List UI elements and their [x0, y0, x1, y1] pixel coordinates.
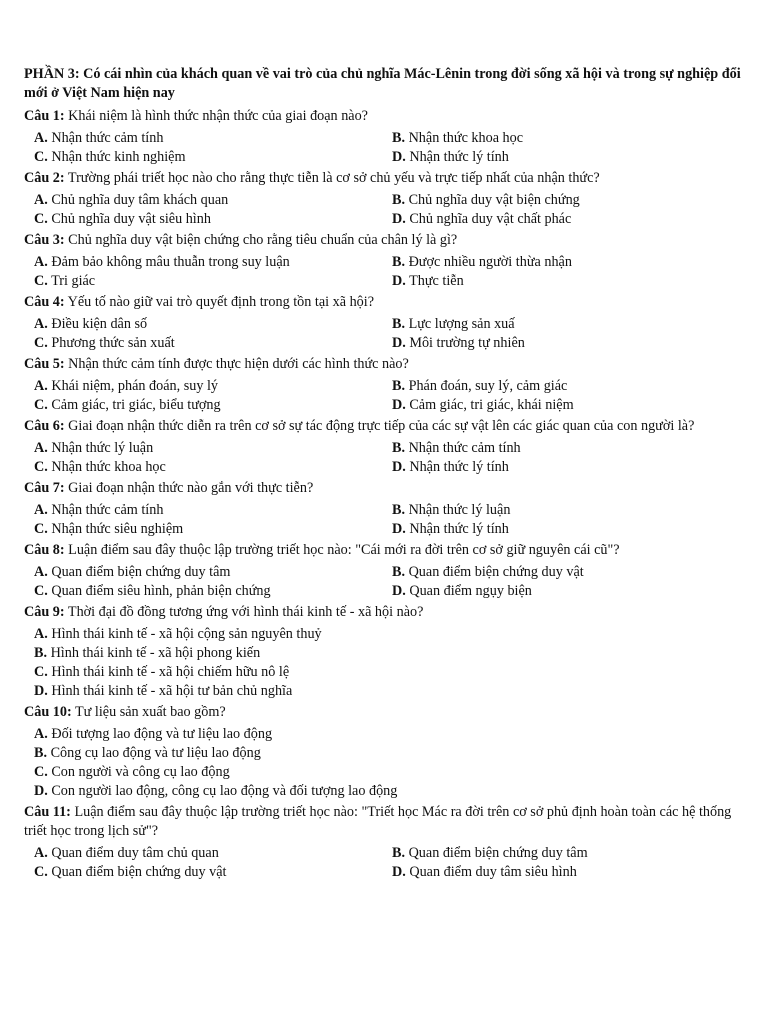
- answer-option: [34, 725, 744, 744]
- question-number: Câu 3:: [24, 232, 65, 248]
- question-prompt: Thời đại đồ đồng tương ứng với hình thái kinh tế - xã hội nào?: [67, 604, 424, 620]
- answer-options: [24, 501, 744, 539]
- option-label: B.: [392, 254, 406, 270]
- option-label: B.: [34, 745, 48, 761]
- option-text: Quan điểm biện chứng duy tâm: [51, 564, 231, 580]
- option-text: Nhận thức lý tính: [409, 521, 509, 537]
- option-text: Quan điểm duy tâm siêu hình: [409, 864, 577, 880]
- option-label: D.: [34, 683, 48, 699]
- answer-options: [24, 844, 744, 882]
- question-prompt: Khái niệm là hình thức nhận thức của giai đoạn nào?: [68, 108, 368, 124]
- option-text: Nhận thức kinh nghiệm: [51, 149, 186, 165]
- option-label: C.: [34, 211, 48, 227]
- option-text: Con người lao động, công cụ lao động và đối tượng lao động: [51, 783, 398, 799]
- option-text: Điều kiện dân số: [51, 316, 148, 332]
- option-text: Nhận thức cảm tính: [51, 130, 164, 146]
- option-text: Quan điểm siêu hình, phản biện chứng: [51, 583, 271, 599]
- question-text: [24, 703, 744, 722]
- question-number: Câu 2:: [24, 170, 65, 186]
- question-prompt: Yếu tố nào giữ vai trò quyết định trong tồn tại xã hội?: [67, 294, 374, 310]
- question-block: [24, 479, 744, 539]
- option-label: D.: [392, 864, 406, 880]
- answer-option: [392, 210, 744, 229]
- option-text: Hình thái kinh tế - xã hội chiếm hữu nô lệ: [51, 664, 290, 680]
- option-label: D.: [34, 783, 48, 799]
- question-block: [24, 703, 744, 801]
- option-label: B.: [392, 130, 406, 146]
- option-label: C.: [34, 397, 48, 413]
- answer-options: [24, 315, 744, 353]
- option-text: Nhận thức siêu nghiệm: [51, 521, 184, 537]
- option-text: Nhận thức lý luận: [408, 502, 511, 518]
- option-text: Môi trường tự nhiên: [409, 335, 525, 351]
- option-label: A.: [34, 440, 48, 456]
- answer-option: [392, 272, 744, 291]
- option-label: D.: [392, 521, 406, 537]
- option-label: C.: [34, 764, 48, 780]
- answer-options: [24, 253, 744, 291]
- answer-option: [34, 191, 392, 210]
- option-text: Quan điểm biện chứng duy vật: [51, 864, 227, 880]
- option-label: A.: [34, 626, 48, 642]
- question-number: Câu 9:: [24, 604, 65, 620]
- question-text: [24, 355, 744, 374]
- option-label: B.: [34, 645, 48, 661]
- answer-option: [392, 863, 744, 882]
- option-label: C.: [34, 459, 48, 475]
- option-text: Hình thái kinh tế - xã hội tư bản chủ nghĩa: [51, 683, 293, 699]
- answer-option: [392, 129, 744, 148]
- option-text: Lực lượng sản xuấ: [408, 316, 515, 332]
- option-text: Khái niệm, phán đoán, suy lý: [51, 378, 219, 394]
- option-label: A.: [34, 845, 48, 861]
- answer-option: [34, 439, 392, 458]
- option-label: B.: [392, 192, 406, 208]
- option-label: A.: [34, 378, 48, 394]
- answer-option: [34, 272, 392, 291]
- option-label: D.: [392, 459, 406, 475]
- question-block: [24, 107, 744, 167]
- question-text: [24, 417, 744, 436]
- option-text: Quan điểm ngụy biện: [409, 583, 532, 599]
- option-text: Nhận thức lý tính: [409, 149, 509, 165]
- question-block: [24, 231, 744, 291]
- option-label: A.: [34, 726, 48, 742]
- question-block: [24, 603, 744, 701]
- answer-option: [392, 582, 744, 601]
- answer-option: [34, 744, 744, 763]
- option-label: C.: [34, 335, 48, 351]
- answer-option: [34, 458, 392, 477]
- option-label: A.: [34, 254, 48, 270]
- answer-options: [24, 129, 744, 167]
- question-prompt: Tư liệu sản xuất bao gồm?: [75, 704, 226, 720]
- question-text: [24, 231, 744, 250]
- question-block: [24, 803, 744, 882]
- question-block: [24, 169, 744, 229]
- option-label: B.: [392, 316, 406, 332]
- answer-option: [34, 377, 392, 396]
- answer-option: [392, 501, 744, 520]
- option-label: D.: [392, 273, 406, 289]
- option-label: D.: [392, 335, 406, 351]
- option-label: B.: [392, 845, 406, 861]
- question-block: [24, 417, 744, 477]
- option-label: C.: [34, 149, 48, 165]
- question-block: [24, 355, 744, 415]
- question-number: Câu 1:: [24, 108, 65, 124]
- option-text: Nhận thức khoa học: [408, 130, 524, 146]
- answer-option: [392, 253, 744, 272]
- option-text: Hình thái kinh tế - xã hội phong kiến: [50, 645, 261, 661]
- answer-option: [34, 863, 392, 882]
- answer-option: [34, 644, 744, 663]
- answer-option: [34, 315, 392, 334]
- question-block: [24, 541, 744, 601]
- answer-option: [392, 563, 744, 582]
- option-text: Con người và công cụ lao động: [51, 764, 230, 780]
- answer-option: [34, 563, 392, 582]
- answer-option: [34, 625, 744, 644]
- answer-option: [392, 315, 744, 334]
- option-text: Nhận thức lý tính: [409, 459, 509, 475]
- answer-option: [34, 148, 392, 167]
- option-text: Cảm giác, tri giác, khái niệm: [409, 397, 574, 413]
- question-prompt: Trường phái triết học nào cho rằng thực tiễn là cơ sở chủ yếu và trực tiếp nhất của nhận thức?: [67, 170, 600, 186]
- option-label: D.: [392, 583, 406, 599]
- option-text: Chủ nghĩa duy vật siêu hình: [51, 211, 211, 227]
- answer-option: [392, 520, 744, 539]
- option-label: C.: [34, 273, 48, 289]
- option-label: C.: [34, 864, 48, 880]
- question-number: Câu 8:: [24, 542, 65, 558]
- answer-option: [392, 377, 744, 396]
- option-label: A.: [34, 564, 48, 580]
- question-block: [24, 293, 744, 353]
- answer-option: [34, 253, 392, 272]
- question-prompt: Giai đoạn nhận thức nào gắn với thực tiễn?: [68, 480, 314, 496]
- option-label: B.: [392, 564, 406, 580]
- question-text: [24, 803, 744, 841]
- option-label: D.: [392, 211, 406, 227]
- option-label: B.: [392, 502, 406, 518]
- option-text: Nhận thức cảm tính: [51, 502, 164, 518]
- answer-option: [34, 663, 744, 682]
- option-label: A.: [34, 316, 48, 332]
- question-number: Câu 10:: [24, 704, 72, 720]
- option-text: Công cụ lao động và tư liệu lao động: [50, 745, 261, 761]
- answer-options: [24, 377, 744, 415]
- option-label: A.: [34, 130, 48, 146]
- question-number: Câu 11:: [24, 804, 71, 820]
- answer-option: [392, 844, 744, 863]
- answer-option: [34, 210, 392, 229]
- option-label: C.: [34, 583, 48, 599]
- question-number: Câu 4:: [24, 294, 65, 310]
- option-text: Quan điểm biện chứng duy tâm: [408, 845, 588, 861]
- question-number: Câu 6:: [24, 418, 65, 434]
- answer-options: [24, 191, 744, 229]
- section-title: PHẦN 3: Có cái nhìn của khách quan về vai trò của chủ nghĩa Mác-Lênin trong đời sống xã hội và trong sự nghiệp đổi mới ở Việt Nam hiện nay: [24, 66, 741, 101]
- question-prompt: Luận điểm sau đây thuộc lập trường triết học nào: "Cái mới ra đời trên cơ sở giữ nguyên cái cũ"?: [68, 542, 620, 558]
- question-list: [24, 107, 744, 882]
- question-text: [24, 293, 744, 312]
- option-label: C.: [34, 664, 48, 680]
- option-label: B.: [392, 378, 406, 394]
- answer-option: [34, 763, 744, 782]
- answer-option: [34, 520, 392, 539]
- option-text: Nhận thức khoa học: [51, 459, 166, 475]
- answer-options: [24, 725, 744, 801]
- question-text: [24, 107, 744, 126]
- option-text: Thực tiễn: [409, 273, 464, 289]
- option-text: Phương thức sản xuất: [51, 335, 175, 351]
- answer-option: [392, 334, 744, 353]
- option-text: Nhận thức cảm tính: [408, 440, 521, 456]
- option-text: Tri giác: [51, 273, 96, 289]
- answer-option: [34, 844, 392, 863]
- question-number: Câu 7:: [24, 480, 65, 496]
- answer-option: [34, 682, 744, 701]
- answer-option: [34, 582, 392, 601]
- option-text: Phán đoán, suy lý, cảm giác: [408, 378, 568, 394]
- answer-option: [392, 458, 744, 477]
- question-text: [24, 169, 744, 188]
- option-text: Chủ nghĩa duy vật biện chứng: [408, 192, 580, 208]
- answer-option: [34, 129, 392, 148]
- option-text: Đối tượng lao động và tư liệu lao động: [51, 726, 273, 742]
- option-label: C.: [34, 521, 48, 537]
- option-label: D.: [392, 397, 406, 413]
- question-prompt: Nhận thức cảm tính được thực hiện dưới các hình thức nào?: [68, 356, 409, 372]
- answer-option: [392, 191, 744, 210]
- option-text: Nhận thức lý luận: [51, 440, 154, 456]
- question-text: [24, 603, 744, 622]
- question-prompt: Giai đoạn nhận thức diễn ra trên cơ sở sự tác động trực tiếp của các sự vật lên các giác quan của con người là?: [68, 418, 695, 434]
- question-text: [24, 541, 744, 560]
- option-text: Quan điểm biện chứng duy vật: [408, 564, 584, 580]
- option-text: Chủ nghĩa duy tâm khách quan: [51, 192, 229, 208]
- option-text: Cảm giác, tri giác, biểu tượng: [51, 397, 221, 413]
- option-label: A.: [34, 502, 48, 518]
- answer-options: [24, 625, 744, 701]
- question-prompt: Chủ nghĩa duy vật biện chứng cho rằng tiêu chuẩn của chân lý là gì?: [68, 232, 458, 248]
- question-number: Câu 5:: [24, 356, 65, 372]
- option-text: Đảm bảo không mâu thuẫn trong suy luận: [51, 254, 290, 270]
- option-text: Được nhiều người thừa nhận: [408, 254, 572, 270]
- option-label: B.: [392, 440, 406, 456]
- question-text: [24, 479, 744, 498]
- answer-option: [34, 782, 744, 801]
- answer-option: [34, 334, 392, 353]
- answer-options: [24, 563, 744, 601]
- option-text: Hình thái kinh tế - xã hội cộng sản nguyên thuỷ: [51, 626, 322, 642]
- answer-options: [24, 439, 744, 477]
- option-text: Quan điểm duy tâm chủ quan: [51, 845, 219, 861]
- option-label: A.: [34, 192, 48, 208]
- question-prompt: Luận điểm sau đây thuộc lập trường triết học nào: "Triết học Mác ra đời trên cơ sở phủ định hoàn toàn các hệ thống triết học trong lịch sử"?: [24, 804, 732, 839]
- answer-option: [392, 148, 744, 167]
- answer-option: [34, 501, 392, 520]
- answer-option: [392, 396, 744, 415]
- option-text: Chủ nghĩa duy vật chất phác: [409, 211, 572, 227]
- answer-option: [34, 396, 392, 415]
- option-label: D.: [392, 149, 406, 165]
- answer-option: [392, 439, 744, 458]
